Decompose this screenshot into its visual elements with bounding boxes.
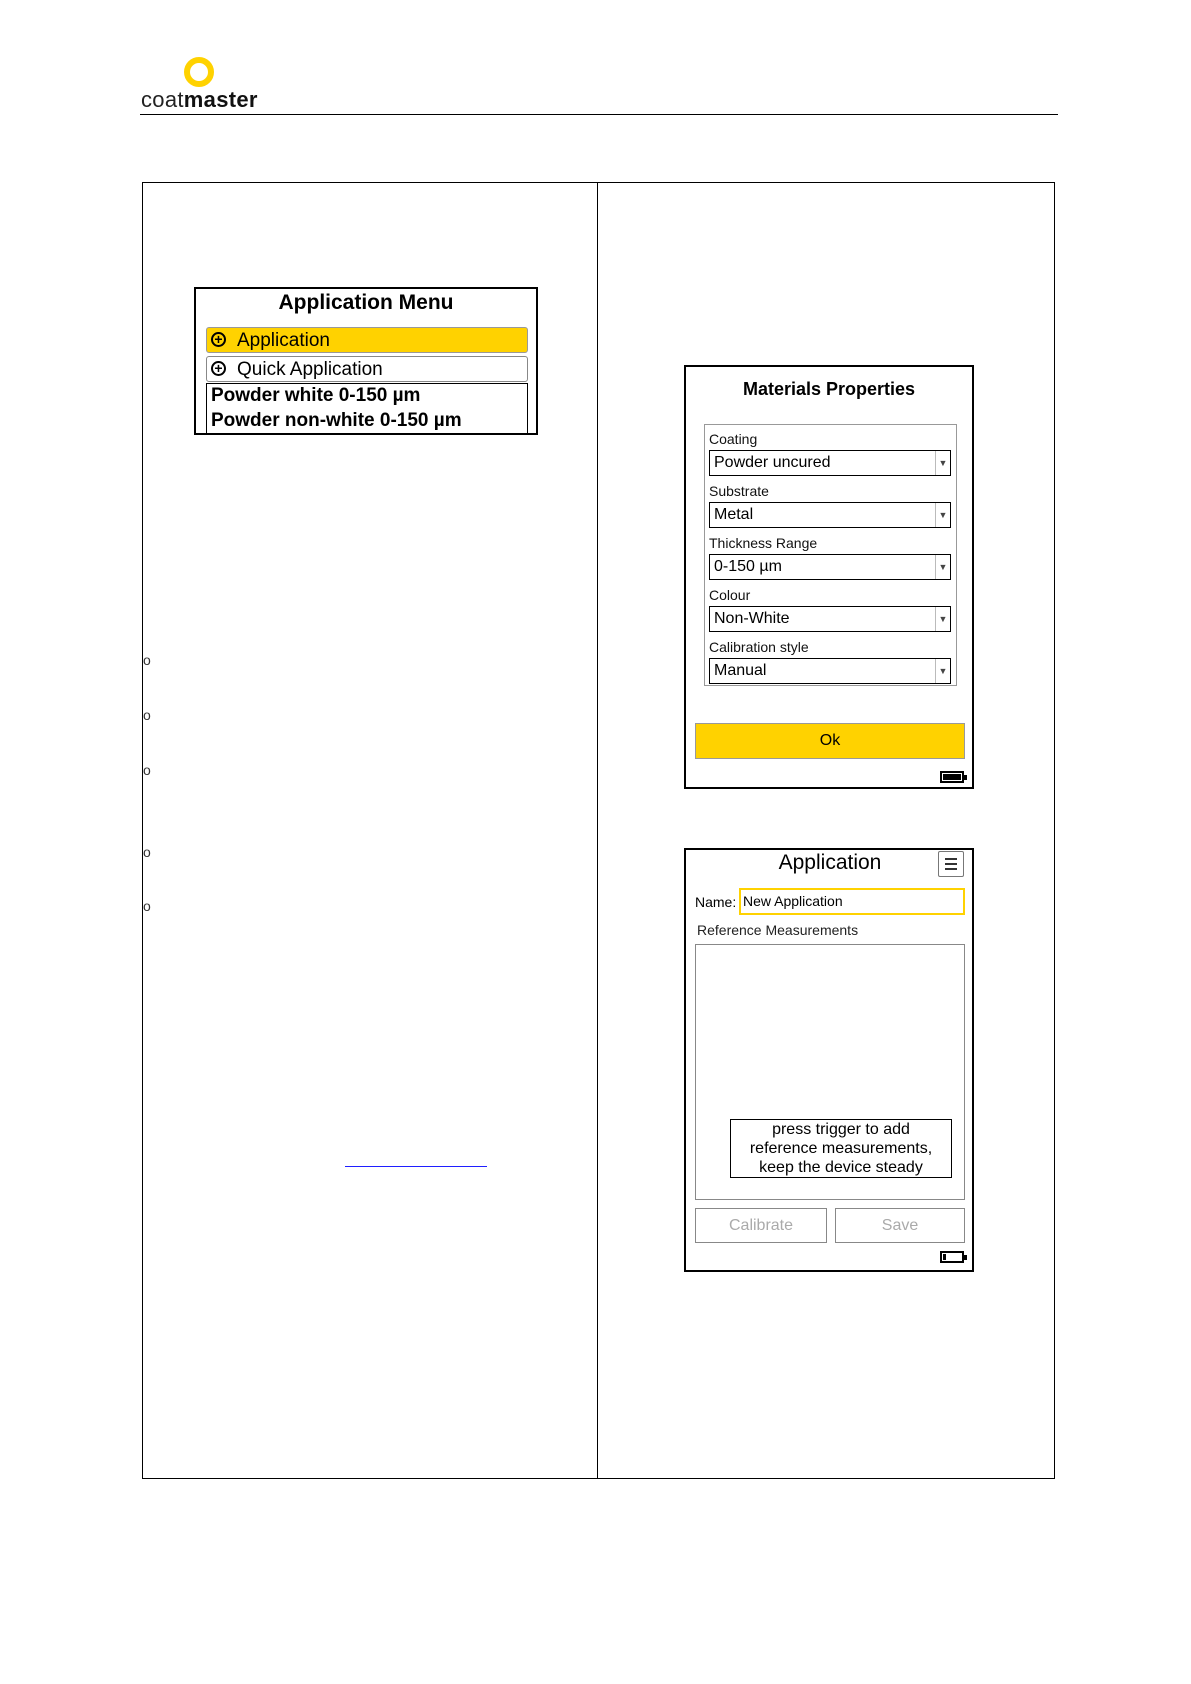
list-bullet: o <box>143 898 151 914</box>
header-rule <box>140 114 1058 115</box>
coating-select[interactable] <box>709 450 951 476</box>
menu-item-application[interactable] <box>206 327 528 353</box>
reference-measurements-area <box>695 944 965 1200</box>
hint-line: reference measurements, <box>749 1140 933 1157</box>
substrate-label: Substrate <box>709 483 769 499</box>
calibration-style-label: Calibration style <box>709 639 809 655</box>
logo: coatmaster <box>141 87 258 112</box>
coating-value: Powder uncured <box>714 454 831 471</box>
list-bullet: o <box>143 707 151 723</box>
logo-circle-icon <box>184 57 214 87</box>
list-bullet: o <box>143 762 151 778</box>
ok-button[interactable]: Ok <box>695 723 965 759</box>
plus-circle-icon: + <box>211 361 226 376</box>
reference-measurements-label: Reference Measurements <box>697 922 859 938</box>
saved-application-item[interactable]: Powder white 0-150 µm <box>211 385 421 406</box>
hint-line: keep the device steady <box>759 1159 923 1176</box>
menu-item-quick-application[interactable] <box>206 356 528 382</box>
hint-line: press trigger to add <box>772 1121 910 1138</box>
table-column-divider <box>597 182 598 1479</box>
menu-item-label: Quick Application <box>237 359 383 380</box>
chevron-down-icon: ▼ <box>935 555 950 579</box>
thickness-range-select[interactable] <box>709 554 951 580</box>
battery-fill <box>943 774 961 780</box>
save-button[interactable]: Save <box>835 1208 965 1243</box>
colour-select[interactable] <box>709 606 951 632</box>
colour-value: Non-White <box>714 610 790 627</box>
chevron-down-icon: ▼ <box>935 451 950 475</box>
menu-title: Application Menu <box>278 291 454 314</box>
battery-icon <box>940 1251 964 1263</box>
application-name-input[interactable]: New Application <box>739 888 965 915</box>
hyperlink-underline[interactable] <box>345 1166 487 1167</box>
list-bullet: o <box>143 844 151 860</box>
coating-label: Coating <box>709 431 758 447</box>
materials-properties-screen <box>684 365 974 789</box>
chevron-down-icon: ▼ <box>935 503 950 527</box>
calibration-style-select[interactable] <box>709 658 951 684</box>
substrate-select[interactable] <box>709 502 951 528</box>
application-menu-screen <box>194 287 538 435</box>
chevron-down-icon: ▼ <box>935 607 950 631</box>
thickness-range-label: Thickness Range <box>709 535 818 551</box>
saved-applications-list <box>206 383 528 435</box>
list-bullet: o <box>143 652 151 668</box>
screen-title: Application <box>778 851 882 874</box>
screen-title: Materials Properties <box>742 379 916 399</box>
trigger-hint <box>730 1119 952 1178</box>
battery-fill <box>943 1254 946 1260</box>
thickness-range-value: 0-150 µm <box>714 558 782 575</box>
calibrate-button[interactable]: Calibrate <box>695 1208 827 1243</box>
menu-item-label: Application <box>237 330 330 351</box>
substrate-value: Metal <box>714 506 754 523</box>
name-label: Name: <box>695 894 737 910</box>
menu-list-icon[interactable] <box>938 851 964 877</box>
colour-label: Colour <box>709 587 751 603</box>
battery-icon <box>940 771 964 783</box>
saved-application-item[interactable]: Powder non-white 0-150 µm <box>211 410 462 431</box>
chevron-down-icon: ▼ <box>935 659 950 683</box>
plus-circle-icon: + <box>211 332 226 347</box>
calibration-style-value: Manual <box>714 662 767 679</box>
application-screen <box>684 848 974 1272</box>
